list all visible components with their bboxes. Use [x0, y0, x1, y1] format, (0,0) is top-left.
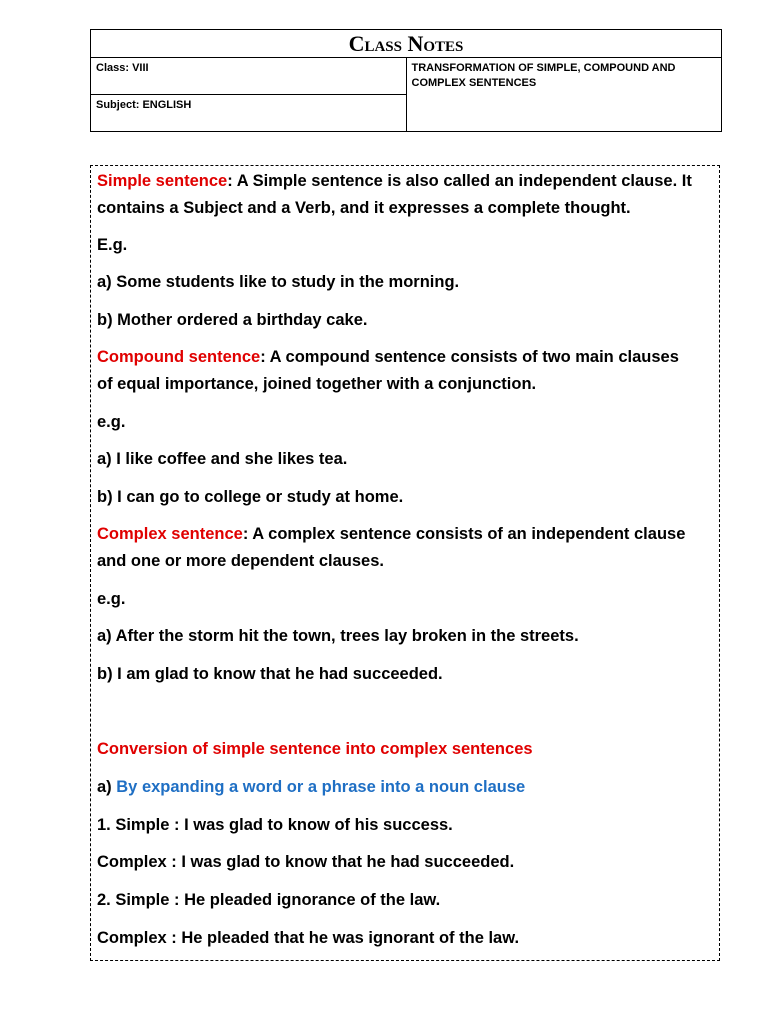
example-2-simple: 2. Simple : He pleaded ignorance of the law. — [97, 891, 441, 909]
simple-example-a: a) Some students like to study in the morning. — [97, 273, 460, 291]
topic-label — [406, 58, 722, 132]
complex-def-1: : A complex sentence consists of an independent clause — [242, 525, 686, 543]
method-line — [97, 777, 525, 797]
compound-term: Compound sentence — [97, 348, 261, 366]
eg-label-1: E.g. — [97, 236, 128, 254]
simple-definition-line-2: contains a Subject and a Verb, and it expresses a complete thought. — [97, 199, 631, 217]
compound-definition-line-2: of equal importance, joined together with a conjunction. — [97, 375, 537, 393]
example-2-complex: Complex : He pleaded that he was ignorant of the law. — [97, 929, 520, 947]
complex-definition-line-1 — [97, 524, 685, 544]
simple-example-b: b) Mother ordered a birthday cake. — [97, 311, 368, 329]
example-1-complex: Complex : I was glad to know that he had succeeded. — [97, 853, 515, 871]
complex-example-a: a) After the storm hit the town, trees lay broken in the streets. — [97, 627, 579, 645]
simple-term: Simple sentence — [97, 172, 228, 190]
method-prefix: a) — [97, 778, 117, 796]
example-1-simple: 1. Simple : I was glad to know of his success. — [97, 816, 453, 834]
method-text: By expanding a word or a phrase into a noun clause — [116, 778, 526, 796]
compound-definition-line-1 — [97, 347, 679, 367]
compound-example-b: b) I can go to college or study at home. — [97, 488, 404, 506]
header-table — [90, 29, 722, 132]
conversion-heading: Conversion of simple sentence into complex sentences — [97, 740, 533, 758]
eg-label-2: e.g. — [97, 413, 126, 431]
simple-def-1: : A Simple sentence is also called an independent clause. It — [227, 172, 692, 190]
compound-def-1: : A compound sentence consists of two main clauses — [260, 348, 679, 366]
topic-line-2: COMPLEX SENTENCES — [411, 77, 537, 89]
complex-example-b: b) I am glad to know that he had succeeded. — [97, 665, 443, 683]
complex-definition-line-2: and one or more dependent clauses. — [97, 552, 384, 570]
topic-line-1: TRANSFORMATION OF SIMPLE, COMPOUND AND — [411, 62, 676, 74]
compound-example-a: a) I like coffee and she likes tea. — [97, 450, 348, 468]
subject-label: Subject: ENGLISH — [91, 95, 407, 132]
simple-definition-line-1 — [97, 171, 692, 191]
class-label: Class: VIII — [91, 58, 407, 95]
page-title: Class Notes — [91, 30, 722, 58]
eg-label-3: e.g. — [97, 590, 126, 608]
complex-term: Complex sentence — [97, 525, 243, 543]
